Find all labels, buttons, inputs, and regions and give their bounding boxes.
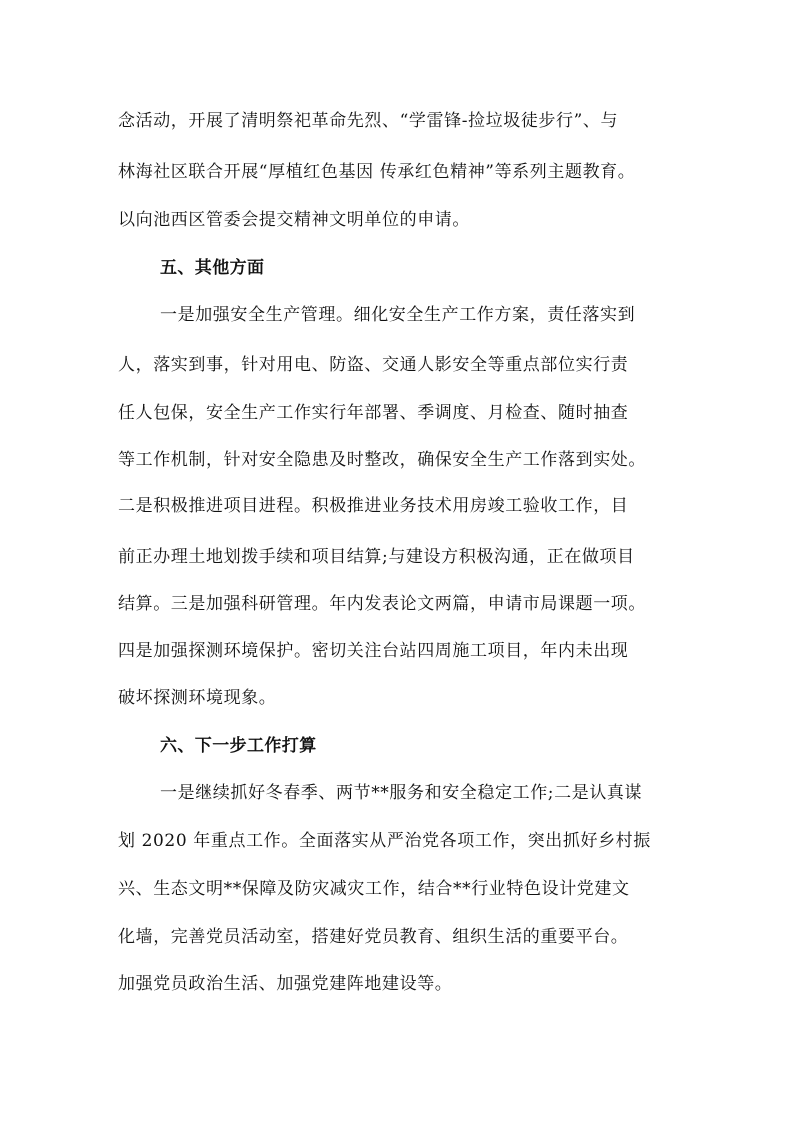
paragraph-line: 前正办理土地划拨手续和项目结算;与建设方积极沟通，正在做项目 <box>118 547 635 567</box>
paragraph-line: 等工作机制，针对安全隐患及时整改，确保安全生产工作落到实处。 <box>118 450 646 470</box>
paragraph-line: 划 2020 年重点工作。全面落实从严治党各项工作，突出抓好乡村振 <box>118 831 651 851</box>
paragraph-line: 人，落实到事，针对用电、防盗、交通人影安全等重点部位实行责 <box>118 355 629 375</box>
paragraph-line: 念活动，开展了清明祭祀革命先烈、“学雷锋-捡垃圾徒步行”、与 <box>118 111 619 131</box>
section-heading-other: 五、其他方面 <box>160 258 265 278</box>
paragraph-line: 化墙，完善党员活动室，搭建好党员教育、组织生活的重要平台。 <box>118 927 629 947</box>
paragraph-line: 一是继续抓好冬春季、两节**服务和安全稳定工作;二是认真谋 <box>160 783 643 803</box>
paragraph-line: 破坏探测环境现象。 <box>118 688 277 708</box>
paragraph-line: 兴、生态文明**保障及防灾减灾工作，结合**行业特色设计党建文 <box>118 879 630 899</box>
paragraph-line: 结算。三是加强科研管理。年内发表论文两篇，申请市局课题一项。 <box>118 594 646 614</box>
section-heading-next-steps: 六、下一步工作打算 <box>160 736 317 756</box>
paragraph-line: 一是加强安全生产管理。细化安全生产工作方案，责任落实到 <box>160 305 636 325</box>
paragraph-line: 二是积极推进项目进程。积极推进业务技术用房竣工验收工作，目 <box>118 496 629 516</box>
paragraph-line: 加强党员政治生活、加强党建阵地建设等。 <box>118 974 453 994</box>
paragraph-line: 任人包保，安全生产工作实行年部署、季调度、月检查、随时抽查 <box>118 403 629 423</box>
paragraph-line: 以向池西区管委会提交精神文明单位的申请。 <box>118 210 470 230</box>
paragraph-line: 四是加强探测环境保护。密切关注台站四周施工项目，年内未出现 <box>118 641 629 661</box>
paragraph-line: 林海社区联合开展“厚植红色基因 传承红色精神”等系列主题教育。 <box>118 162 636 182</box>
